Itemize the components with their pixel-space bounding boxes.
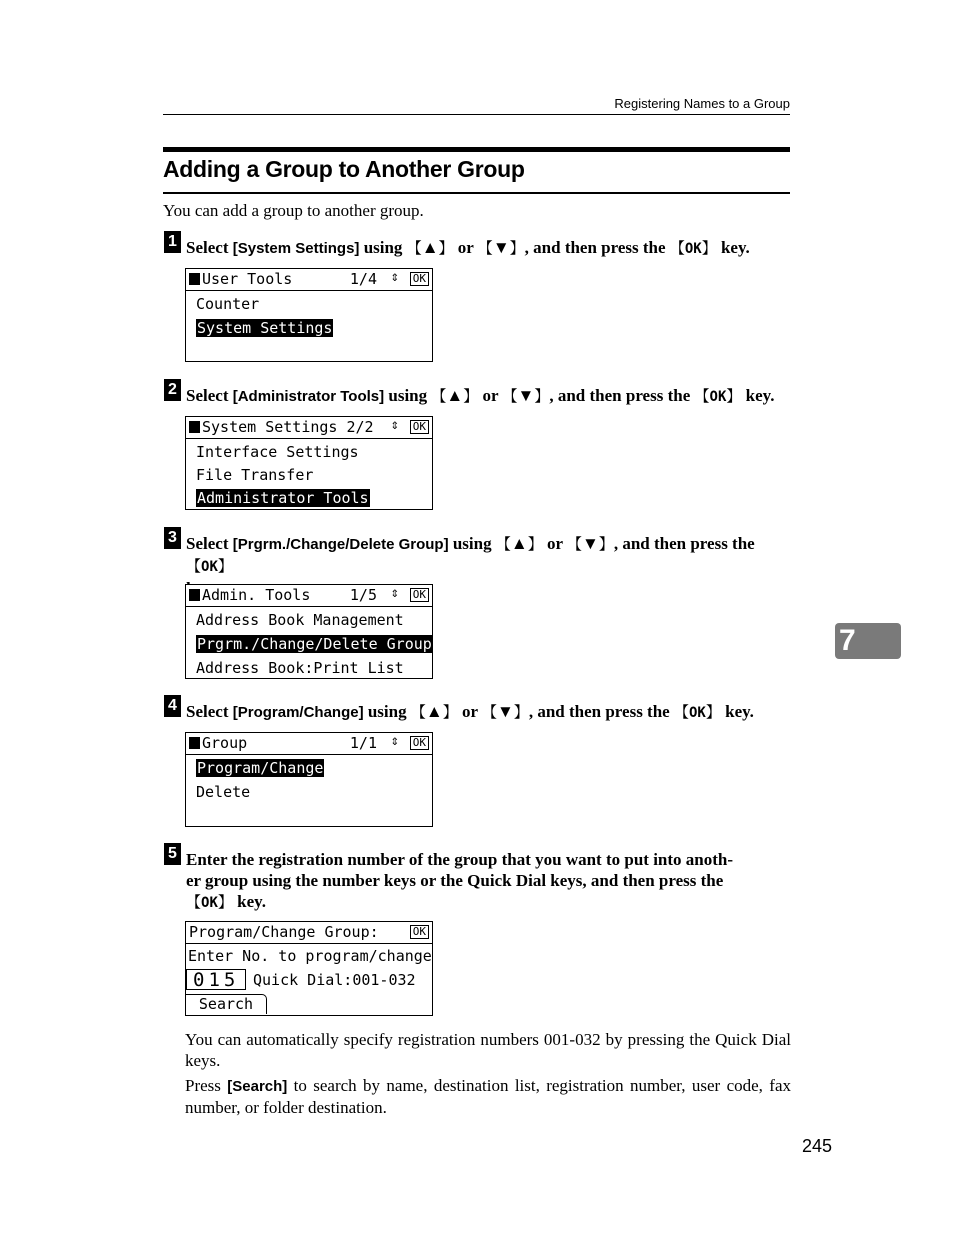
step-number: 4 xyxy=(164,695,181,717)
lcd-prompt: Enter No. to program/change xyxy=(188,947,432,965)
step-instruction: Select [Prgrm./Change/Delete Group] using 【▲】 or 【▼】, and then press the 【OK】 xyxy=(186,534,755,575)
lcd-screen xyxy=(185,732,433,827)
page-number: 245 xyxy=(802,1136,833,1156)
search-softkey[interactable]: Search xyxy=(186,994,267,1014)
up-down-arrow-icon: ⇕ xyxy=(390,269,399,285)
number-entry-field[interactable]: 015 xyxy=(186,969,246,990)
up-down-arrow-icon: ⇕ xyxy=(390,417,399,433)
lcd-title: Program/Change Group: xyxy=(189,923,379,941)
lcd-menu-item[interactable]: Address Book Management xyxy=(196,611,404,629)
step-instruction: Select [Program/Change] using 【▲】 or 【▼】, and then press the 【OK】 key. xyxy=(186,702,754,721)
step-number: 2 xyxy=(164,379,181,401)
lcd-menu-item[interactable]: Delete xyxy=(196,783,251,801)
title-bar xyxy=(163,147,790,152)
document-icon xyxy=(189,273,200,285)
up-down-arrow-icon: ⇕ xyxy=(390,585,399,601)
ok-icon: OK xyxy=(410,736,429,750)
step-number: 5 xyxy=(164,843,181,865)
ok-icon: OK xyxy=(410,588,429,602)
lcd-title-bar xyxy=(186,585,432,607)
document-icon xyxy=(189,737,200,749)
lcd-title-bar xyxy=(186,733,432,755)
lcd-menu-item-selected[interactable]: System Settings xyxy=(197,319,333,337)
quick-dial-range: Quick Dial:001-032 xyxy=(253,971,416,989)
ok-icon: OK xyxy=(410,925,429,939)
intro-text: You can add a group to another group. xyxy=(163,201,424,220)
lcd-title-bar xyxy=(186,417,432,439)
lcd-screen xyxy=(185,584,433,679)
step-instruction: Select [System Settings] using 【▲】 or 【▼】, and then press the 【OK】 key. xyxy=(186,238,750,257)
lcd-title: Group xyxy=(202,734,248,752)
lcd-title-bar xyxy=(186,269,432,291)
note-paragraph: Press [Search] to search by name, destination list, registration number, user code, fax number, or folder destination. xyxy=(185,1076,791,1117)
lcd-menu-item-selected[interactable]: Administrator Tools xyxy=(197,489,369,507)
lcd-screen xyxy=(185,921,433,1016)
lcd-menu-item[interactable]: Address Book:Print List xyxy=(196,659,404,677)
chapter-tab: 7 xyxy=(835,623,901,659)
title-rule xyxy=(163,192,790,194)
note-paragraph: You can automatically specify registration numbers 001-032 by pressing the Quick Dial keys. xyxy=(185,1030,791,1070)
search-key-label: [Search] xyxy=(227,1078,288,1095)
lcd-menu-item[interactable]: Counter xyxy=(196,295,260,313)
lcd-title: User Tools xyxy=(202,270,293,288)
lcd-menu-item[interactable]: File Transfer xyxy=(196,466,314,484)
lcd-menu-item-selected[interactable]: Prgrm./Change/Delete Group xyxy=(197,635,432,653)
up-down-arrow-icon: ⇕ xyxy=(390,733,399,749)
lcd-screen xyxy=(185,416,433,510)
lcd-menu-item-selected[interactable]: Program/Change xyxy=(197,759,324,777)
lcd-title: System Settings 2/2 xyxy=(202,418,374,436)
step-instruction: Select [Administrator Tools] using 【▲】 or 【▼】, and then press the 【OK】 key. xyxy=(186,386,775,405)
section-title: Adding a Group to Another Group xyxy=(163,156,525,182)
running-head: Registering Names to a Group xyxy=(614,96,790,111)
step-number: 3 xyxy=(164,527,181,549)
lcd-page: 1/4 xyxy=(349,270,377,288)
ok-icon: OK xyxy=(410,272,429,286)
ok-icon: OK xyxy=(410,420,429,434)
lcd-menu-item[interactable]: Interface Settings xyxy=(196,443,359,461)
lcd-page: 1/1 xyxy=(349,734,377,752)
lcd-page: 1/5 xyxy=(349,586,377,604)
lcd-title-bar xyxy=(186,922,432,944)
document-icon xyxy=(189,589,200,601)
lcd-screen xyxy=(185,268,433,362)
header-rule xyxy=(163,114,790,115)
lcd-title: Admin. Tools xyxy=(202,586,311,604)
step-instruction: Enter the registration number of the group that you want to put into anoth- er group using the number keys or the Quick Dial keys, and then press the 【OK】 key. xyxy=(186,850,734,911)
step-number: 1 xyxy=(164,231,181,253)
document-icon xyxy=(189,421,200,433)
